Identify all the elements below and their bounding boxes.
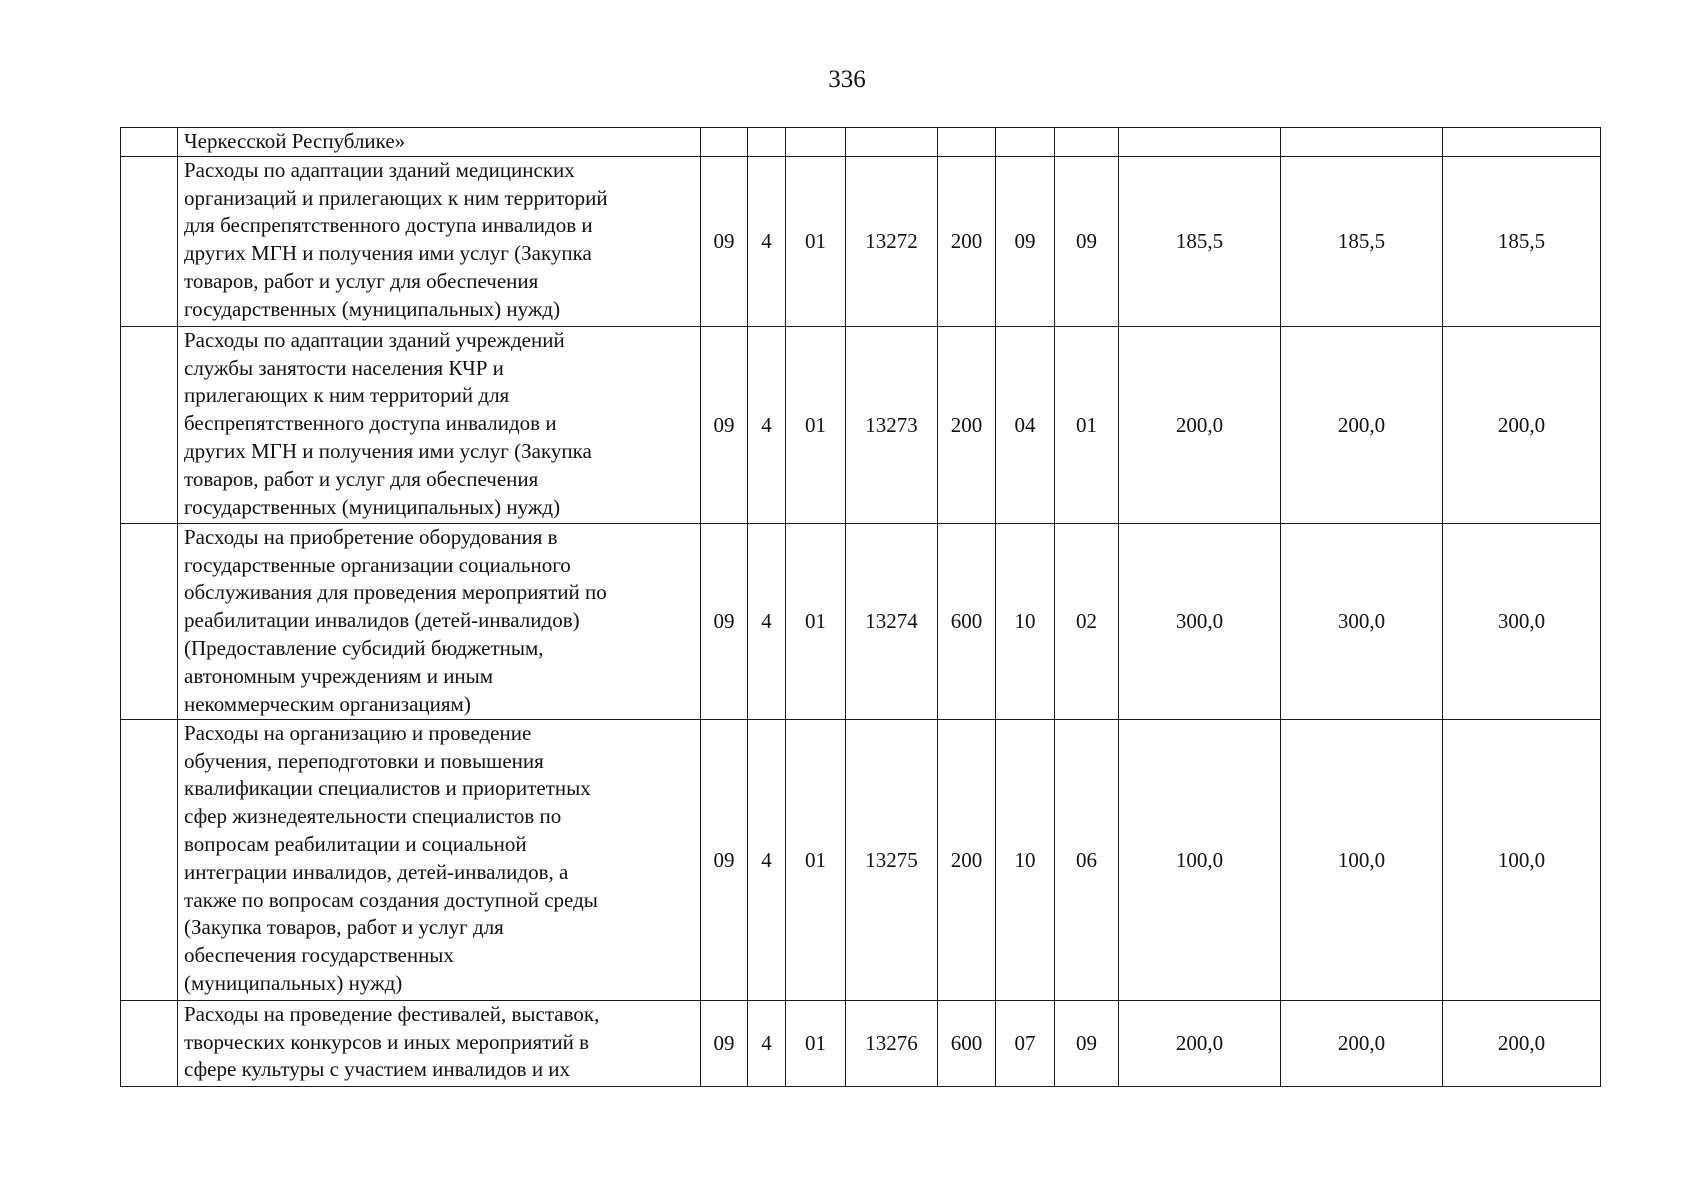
- description-line: других МГН и получения ими услуг (Закупка: [184, 241, 592, 266]
- main-event-code-cell: 01: [786, 326, 846, 523]
- description-line: организаций и прилегающих к ним территорий: [184, 185, 608, 210]
- description-line: государственные организации социального: [184, 552, 571, 577]
- program-code-cell: 09: [701, 326, 748, 523]
- subsection-cell: 06: [1055, 719, 1119, 1000]
- amount-year-2-cell: 300,0: [1281, 523, 1443, 719]
- amount-year-3-cell: 200,0: [1443, 326, 1601, 523]
- amount-year-1-cell: 200,0: [1119, 326, 1281, 523]
- program-code-cell: 09: [701, 1000, 748, 1086]
- subprogram-code-cell: 4: [748, 523, 786, 719]
- page-number: 336: [828, 66, 866, 93]
- description-line: интеграции инвалидов, детей-инвалидов, а: [184, 859, 569, 884]
- description-line: (муниципальных) нужд): [184, 970, 403, 995]
- description-line: для беспрепятственного доступа инвалидов и: [184, 213, 593, 238]
- subprogram-code-cell: 4: [748, 719, 786, 1000]
- table-row: [121, 1000, 1601, 1086]
- budget-table: [120, 127, 1601, 1087]
- expense-type-cell: 200: [938, 719, 996, 1000]
- amount-year-2-cell: 200,0: [1281, 1000, 1443, 1086]
- amount-year-1-cell: 100,0: [1119, 719, 1281, 1000]
- amount-year-1-cell: 200,0: [1119, 1000, 1281, 1086]
- description-line: обучения, переподготовки и повышения: [184, 748, 544, 773]
- description-line: других МГН и получения ими услуг (Закупка: [184, 438, 592, 463]
- description-line: вопросам реабилитации и социальной: [184, 831, 527, 856]
- section-cell: 10: [996, 523, 1055, 719]
- row-number-cell: [121, 128, 178, 157]
- expense-type-cell: 200: [938, 326, 996, 523]
- description-line: товаров, работ и услуг для обеспечения: [184, 466, 539, 491]
- description-line: сфере культуры с участием инвалидов и их: [184, 1057, 571, 1082]
- direction-code-cell: 13274: [846, 523, 938, 719]
- expense-type-cell: 600: [938, 523, 996, 719]
- description-line: обслуживания для проведения мероприятий по: [184, 580, 607, 605]
- amount-year-3-cell: [1443, 128, 1601, 157]
- main-event-code-cell: 01: [786, 523, 846, 719]
- expense-type-cell: [938, 128, 996, 157]
- description-line: Черкесской Республике»: [184, 129, 406, 153]
- description-line: товаров, работ и услуг для обеспечения: [184, 268, 539, 293]
- description-line: службы занятости населения КЧР и: [184, 355, 504, 380]
- table-row: [121, 719, 1601, 1000]
- description-line: также по вопросам создания доступной среды: [184, 887, 598, 912]
- description-line: обеспечения государственных: [184, 943, 454, 968]
- direction-code-cell: 13276: [846, 1000, 938, 1086]
- description-line: (Предоставление субсидий бюджетным,: [184, 635, 544, 660]
- table-row: [121, 128, 1601, 157]
- table-body: [121, 128, 1601, 1087]
- program-code-cell: 09: [701, 523, 748, 719]
- expense-type-cell: 200: [938, 156, 996, 326]
- description-line: некоммерческим организациям): [184, 691, 471, 716]
- direction-code-cell: 13272: [846, 156, 938, 326]
- description-line: Расходы по адаптации зданий медицинских: [184, 157, 575, 182]
- table-row: [121, 156, 1601, 326]
- section-cell: [996, 128, 1055, 157]
- subsection-cell: 02: [1055, 523, 1119, 719]
- section-cell: 07: [996, 1000, 1055, 1086]
- main-event-code-cell: 01: [786, 156, 846, 326]
- amount-year-2-cell: [1281, 128, 1443, 157]
- description-line: Расходы на проведение фестивалей, выставок,: [184, 1001, 600, 1026]
- description-line: Расходы на организацию и проведение: [184, 720, 532, 745]
- amount-year-3-cell: 185,5: [1443, 156, 1601, 326]
- section-cell: 10: [996, 719, 1055, 1000]
- description-cell: [178, 326, 701, 523]
- description-cell: [178, 156, 701, 326]
- description-line: реабилитации инвалидов (детей-инвалидов): [184, 608, 580, 633]
- description-cell: [178, 1000, 701, 1086]
- description-line: государственных (муниципальных) нужд): [184, 296, 561, 321]
- row-number-cell: [121, 1000, 178, 1086]
- description-line: прилегающих к ним территорий для: [184, 383, 510, 408]
- description-line: квалификации специалистов и приоритетных: [184, 776, 591, 801]
- subprogram-code-cell: 4: [748, 156, 786, 326]
- direction-code-cell: 13275: [846, 719, 938, 1000]
- row-number-cell: [121, 326, 178, 523]
- row-number-cell: [121, 523, 178, 719]
- description-line: творческих конкурсов и иных мероприятий в: [184, 1029, 589, 1054]
- subsection-cell: 09: [1055, 1000, 1119, 1086]
- section-cell: 04: [996, 326, 1055, 523]
- subsection-cell: [1055, 128, 1119, 157]
- description-cell: [178, 719, 701, 1000]
- program-code-cell: 09: [701, 719, 748, 1000]
- subsection-cell: 09: [1055, 156, 1119, 326]
- description-line: сфер жизнедеятельности специалистов по: [184, 804, 562, 829]
- amount-year-3-cell: 300,0: [1443, 523, 1601, 719]
- amount-year-1-cell: [1119, 128, 1281, 157]
- subsection-cell: 01: [1055, 326, 1119, 523]
- expense-type-cell: 600: [938, 1000, 996, 1086]
- section-cell: 09: [996, 156, 1055, 326]
- table-row: [121, 326, 1601, 523]
- row-number-cell: [121, 719, 178, 1000]
- direction-code-cell: [846, 128, 938, 157]
- direction-code-cell: 13273: [846, 326, 938, 523]
- amount-year-3-cell: 200,0: [1443, 1000, 1601, 1086]
- description-line: Расходы на приобретение оборудования в: [184, 524, 558, 549]
- program-code-cell: [701, 128, 748, 157]
- description-cell: [178, 523, 701, 719]
- subprogram-code-cell: [748, 128, 786, 157]
- table-row: [121, 523, 1601, 719]
- description-cell: [178, 128, 701, 157]
- main-event-code-cell: [786, 128, 846, 157]
- amount-year-1-cell: 300,0: [1119, 523, 1281, 719]
- amount-year-2-cell: 100,0: [1281, 719, 1443, 1000]
- description-line: беспрепятственного доступа инвалидов и: [184, 411, 557, 436]
- description-line: (Закупка товаров, работ и услуг для: [184, 915, 504, 940]
- subprogram-code-cell: 4: [748, 1000, 786, 1086]
- description-line: государственных (муниципальных) нужд): [184, 494, 561, 519]
- amount-year-2-cell: 185,5: [1281, 156, 1443, 326]
- subprogram-code-cell: 4: [748, 326, 786, 523]
- main-event-code-cell: 01: [786, 1000, 846, 1086]
- main-event-code-cell: 01: [786, 719, 846, 1000]
- amount-year-1-cell: 185,5: [1119, 156, 1281, 326]
- program-code-cell: 09: [701, 156, 748, 326]
- description-line: Расходы по адаптации зданий учреждений: [184, 327, 565, 352]
- description-line: автономным учреждениям и иным: [184, 663, 494, 688]
- amount-year-3-cell: 100,0: [1443, 719, 1601, 1000]
- row-number-cell: [121, 156, 178, 326]
- amount-year-2-cell: 200,0: [1281, 326, 1443, 523]
